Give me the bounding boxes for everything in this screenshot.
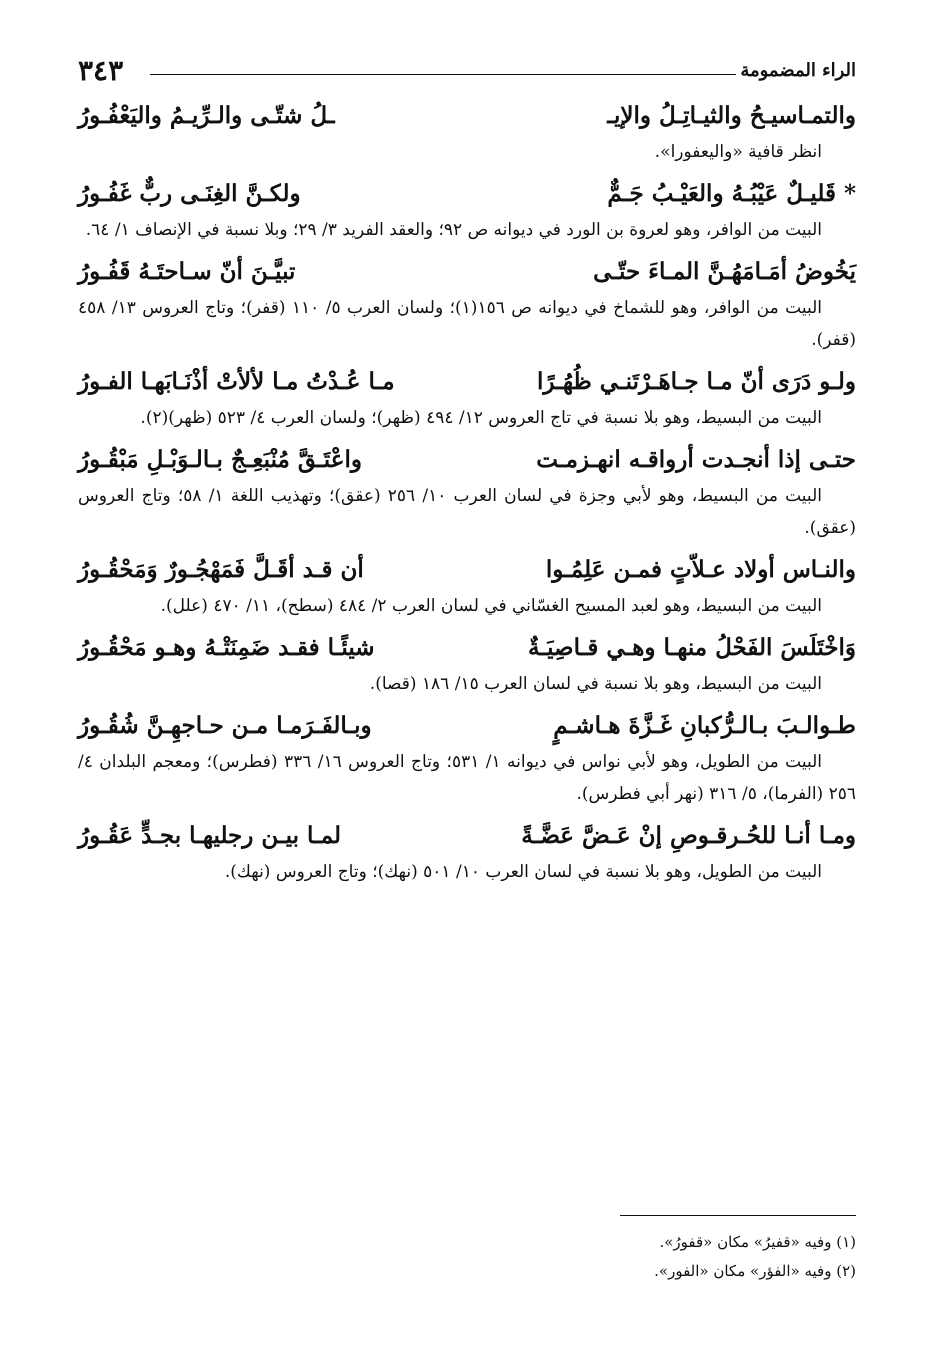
footnote-rule xyxy=(620,1215,856,1216)
verse-entry xyxy=(78,814,856,888)
verse-note: البيت من البسيط، وهو لعبد المسيح الغسّاني في لسان العرب ٢/ ٤٨٤ (سطح)، ١١/ ٤٧٠ (علل). xyxy=(160,596,822,616)
book-page xyxy=(78,50,856,1310)
verse-note: البيت من البسيط، وهو بلا نسبة في تاج العروس ١٢/ ٤٩٤ (ظهر)؛ ولسان العرب ٤/ ٥٢٣ (ظهر)(٢). xyxy=(140,408,822,428)
first-hemistich: طـوالـبَ بـالـرُّكبانِ غَـزَّةَ هـاشـمٍ xyxy=(553,712,856,739)
verse-entry xyxy=(78,626,856,700)
second-hemistich: وبـالفَـرَمـا مـن حـاجهِـنَّ شُقُـورُ xyxy=(78,712,372,739)
first-hemistich: ولـو دَرَى أنّ مـا جـاهَـرْتَنـي ظُهُـرًا xyxy=(537,368,856,395)
verse-line xyxy=(78,548,856,592)
verse-line xyxy=(78,626,856,670)
verse-entry xyxy=(78,94,856,168)
verse-line xyxy=(78,814,856,858)
first-hemistich: وَاخْتَلَسَ الفَحْلُ منهـا وهـي قـاصِيَـةٌ xyxy=(528,634,856,661)
verse-note: انظر قافية «واليعفورا». xyxy=(654,142,822,162)
second-hemistich: شيئًـا فقـد ضَمِنَتْـهُ وهـو مَحْقُـورُ xyxy=(78,634,375,661)
first-hemistich: والنـاس أولاد عـلاّتٍ فمـن عَلِمُـوا xyxy=(545,556,856,583)
verse-line xyxy=(78,438,856,482)
verse-note: البيت من الطويل، وهو لأبي نواس في ديوانه ١/ ٥٣١؛ وتاج العروس ١٦/ ٣٣٦ (فطرس)؛ ومعجم البلدان ٤/ ٢٥٦ (الفرما)، ٥/ ٣١٦ (نهر أبي فطرس). xyxy=(78,752,856,804)
verse-note: البيت من البسيط، وهو بلا نسبة في لسان العرب ١٥/ ١٨٦ (قصا). xyxy=(369,674,822,694)
verse-line xyxy=(78,360,856,404)
footnote-2: (٢) وفيه «الفؤر» مكان «الفور». xyxy=(654,1262,856,1280)
verse-line xyxy=(78,172,856,216)
verse-entry xyxy=(78,250,856,356)
footnote-1: (١) وفيه «قفيرُ» مكان «قفورُ». xyxy=(659,1233,856,1251)
first-hemistich: * قَليـلٌ عَيْبُـهُ والعَيْـبُ جَـمٌّ xyxy=(607,180,856,207)
page-number: ٣٤٣ xyxy=(78,54,124,87)
page-header xyxy=(78,50,856,90)
verse-entry xyxy=(78,172,856,246)
verse-entry xyxy=(78,360,856,434)
verse-note: البيت من الوافر، وهو للشماخ في ديوانه ص ١٥٦(١)؛ ولسان العرب ٥/ ١١٠ (قفر)؛ وتاج العروس ١٣/ ٤٥٨ (قفر). xyxy=(78,298,856,350)
second-hemistich: أن قـد أقَـلَّ فَمَهْجُـورٌ وَمَحْقُـورُ xyxy=(78,556,364,583)
second-hemistich: لمـا بيـن رجليهـا بجـدٍّ عَقُـورُ xyxy=(78,822,342,849)
footnotes xyxy=(78,1228,856,1286)
entries xyxy=(78,94,856,888)
verse-note: البيت من الطويل، وهو بلا نسبة في لسان العرب ١٠/ ٥٠١ (نهك)؛ وتاج العروس (نهك). xyxy=(224,862,822,882)
first-hemistich: ومـا أنـا للحُـرقـوصِ إنْ عَـضَّ عَضَّـةً xyxy=(521,822,856,849)
verse-entry xyxy=(78,704,856,810)
first-hemistich: يَخُوضُ أمَـامَهُـنَّ المـاءَ حتّـى xyxy=(593,258,856,285)
verse-note: البيت من الوافر، وهو لعروة بن الورد في ديوانه ص ٩٢؛ والعقد الفريد ٣/ ٢٩؛ وبلا نسبة في الإنصاف ١/ ٦٤. xyxy=(85,220,822,240)
second-hemistich: تبيَّـنَ أنّ سـاحتَـهُ قَفُـورُ xyxy=(78,258,296,285)
verse-line xyxy=(78,94,856,138)
first-hemistich: والتمـاسيـحُ والثيـاتِـلُ والإيـ xyxy=(607,102,856,129)
verse-entry xyxy=(78,548,856,622)
verse-line xyxy=(78,704,856,748)
first-hemistich: حتـى إذا أنجـدت أرواقـه انهـزمـت xyxy=(536,446,856,473)
second-hemistich: ولكـنَّ الغِنَـى ربٌّ غَفُـورُ xyxy=(78,180,301,207)
second-hemistich: مـا عُـدْتُ مـا لألأتْ أذْنَـابَهـا الفـورُ xyxy=(78,368,395,395)
verse-line xyxy=(78,250,856,294)
second-hemistich: ـلُ شتّـى والـرِّيـمُ واليَعْفُـورُ xyxy=(78,102,335,129)
verse-entry xyxy=(78,438,856,544)
header-rule xyxy=(150,74,736,75)
verse-note: البيت من البسيط، وهو لأبي وجزة في لسان العرب ١٠/ ٢٥٦ (عقق)؛ وتهذيب اللغة ١/ ٥٨؛ وتاج العروس (عقق). xyxy=(78,486,856,538)
section-title: الراء المضمومة xyxy=(740,60,856,81)
second-hemistich: واعْتَـقَّ مُنْبَعِـجٌ بـالـوَبْـلِ مَبْقُـورُ xyxy=(78,446,362,473)
